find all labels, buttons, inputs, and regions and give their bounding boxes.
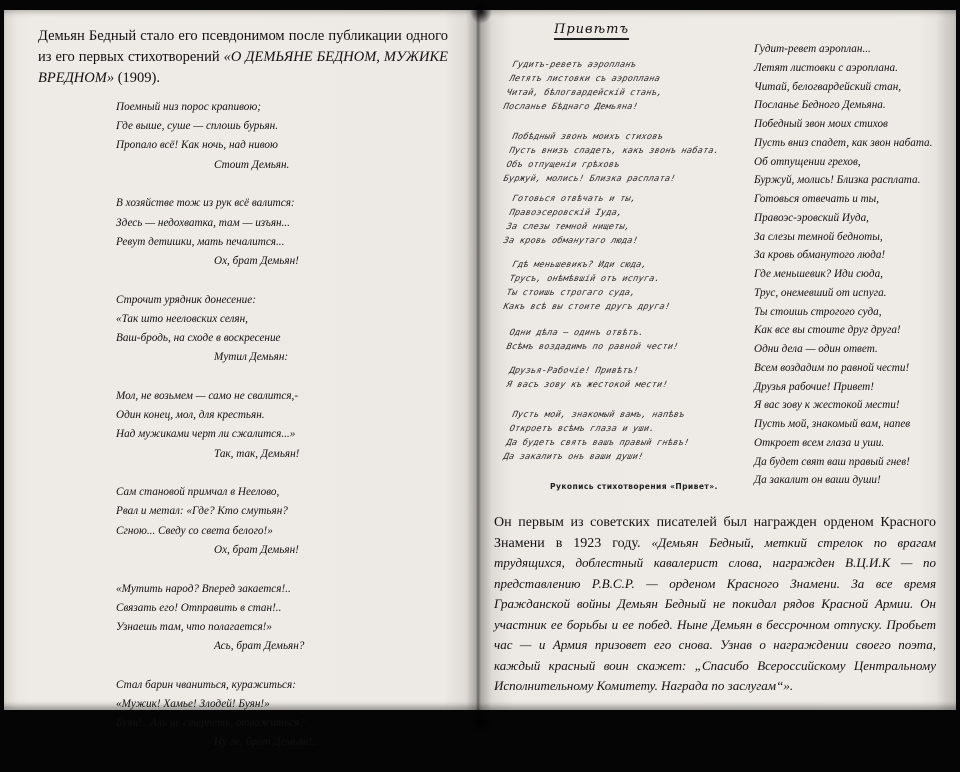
typed-poem-line: Читай, белогвардейский стан,: [754, 80, 902, 93]
manuscript-line: Буржуй, молись! Близка расплата!: [502, 174, 677, 184]
award-text: Он первым из советских писателей был награжден орденом Красного Знамени в 1923 году.: [494, 515, 936, 551]
poem-line: Ваш-бродь, на сходе в воскресение: [116, 332, 281, 345]
stanza: [116, 483, 346, 560]
poem-refrain: Ась, брат Демьян?: [214, 640, 305, 653]
poem-line: Узнаешь там, что полагается!»: [116, 620, 272, 633]
poem-line: Пропало всё! Как ночь, над нивою: [116, 139, 278, 152]
typed-poem-line: Посланье Бедного Демьяна.: [754, 99, 886, 112]
intro-paragraph: [38, 26, 448, 89]
manuscript-stanza: [502, 130, 723, 186]
typed-poem-line: За кровь обманутого люда!: [754, 249, 886, 262]
manuscript-image: [492, 14, 748, 504]
poem-line: «Мужик! Хамье! Злодей! Буян!»: [116, 698, 270, 711]
poem-line: Рвал и метал: «Где? Кто смутьян?: [116, 505, 288, 518]
manuscript-stanza: [505, 326, 683, 354]
typed-poem-line: Как все вы стоите друг друга!: [754, 324, 901, 337]
left-page: [4, 10, 478, 749]
award-quote: «Демьян Бедный, меткий стрелок по врагам трудящихся, доблестный кавалерист слова, награжден В.Ц.И.К — по представлению Р.В.С.Р. — орденом Красного Знамени. За все время Гражданской войны Демьян Бедный не покидал рядов Красной Армии. Он участник ее борьбы и ее побед. Ныне Демьян в бессрочном отпуску. Пробьет час — и Армия призовет его снова. Узнав о награждении своего поэта, каждый красный воин скажет: „Спасибо Всероссийскому Центральному Исполнительному Комитету. Награда по заслугам“».: [494, 534, 936, 693]
poem-privet-transcription: [754, 40, 954, 490]
typed-poem-line: Где меньшевик? Иди сюда,: [754, 268, 883, 280]
stanza: [116, 98, 346, 175]
manuscript-line: Одни дѣла — одинъ отвѣтъ.: [508, 328, 645, 338]
poem-refrain: Ох, брат Демьян!: [214, 254, 299, 267]
manuscript-line: За кровь обманутаго люда!: [502, 236, 639, 246]
right-page: [478, 10, 956, 710]
manuscript-line: Правоэсеровскій Іуда,: [508, 208, 624, 218]
manuscript-line: Посланье Бѣднаго Демьяна!: [502, 102, 639, 112]
spine-shadow-top: [470, 0, 492, 24]
manuscript-title: Привѣтъ: [554, 22, 629, 40]
poem-line: Где выше, суше — сплошь бурьян.: [116, 120, 278, 133]
manuscript-stanza: [505, 364, 672, 392]
stanza: [116, 580, 346, 657]
poem-line: В хозяйстве тож из рук всё валится:: [116, 197, 295, 210]
open-book: [4, 10, 956, 749]
manuscript-line: Да закалитъ онъ ваши души!: [502, 452, 645, 462]
poem-refrain: Ну ж, брат Демьян!..: [214, 736, 318, 749]
typed-poem-line: Трус, онемевший от испуга.: [754, 286, 887, 299]
poem-line: «Так што нееловских селян,: [116, 312, 248, 325]
poem-line: Ревут детишки, мать печалится...: [116, 235, 285, 248]
manuscript-line: Пусть внизъ спадетъ, какъ звонъ набата.: [508, 146, 721, 156]
stanza: [116, 387, 346, 464]
poem-refrain: Так, так, Демьян!: [214, 447, 300, 460]
typed-poem-line: Пусть мой, знакомый вам, напев: [754, 418, 911, 430]
poem-line: Поемный низ порос крапивою;: [116, 101, 261, 113]
manuscript-line: Всѣмъ воздадимъ по равной чести!: [505, 342, 680, 352]
manuscript-line: Пусть мой, знакомый вамъ, напѣвъ: [511, 410, 686, 420]
poem-line: «Мутить народ? Вперед закается!..: [116, 582, 291, 595]
typed-poem-line: Об отпущении грехов,: [754, 155, 861, 168]
poem-line: Стал барин чваниться, куражиться:: [116, 678, 296, 691]
manuscript-stanza: [502, 258, 680, 314]
manuscript-line: Друзья-Рабочіе! Привѣтъ!: [508, 366, 640, 376]
typed-poem-line: Гудит-ревет аэроплан...: [754, 43, 871, 55]
stanza: [116, 291, 346, 368]
manuscript-line: Объ отпущеніи грѣховъ: [505, 160, 621, 170]
typed-poem-line: Да будет свят ваш правый гнев!: [754, 455, 910, 468]
intro-text: Демьян Бедный стало его псевдонимом после публикации одного из его первых стихотворений: [38, 28, 448, 65]
manuscript-line: Я васъ зову къ жестокой мести!: [505, 380, 669, 390]
poem-refrain: Стоит Демьян.: [214, 158, 290, 171]
typed-poem-line: Да закалит он ваши души!: [754, 474, 881, 487]
typed-poem-line: Ты стоишь строгого суда,: [754, 305, 882, 318]
intro-year: (1909).: [114, 70, 160, 86]
award-paragraph: [494, 513, 936, 697]
poem-line: Связать его! Отправить в стан!..: [116, 601, 282, 614]
spine-shadow-bottom: [470, 710, 492, 734]
manuscript-line: Какъ всѣ вы стоите другъ друга!: [502, 302, 672, 312]
poem-refrain: Ох, брат Демьян!: [214, 543, 299, 556]
stanza: [116, 194, 346, 271]
manuscript-line: Летятъ листовки съ аэроплана: [508, 74, 662, 84]
typed-poem-line: Друзья рабочие! Привет!: [754, 380, 874, 393]
manuscript-line: Побѣдный звонъ моихъ стиховъ: [511, 132, 664, 142]
stanza: [116, 676, 346, 753]
manuscript-line: Читай, бѣлогвардейскій станъ,: [505, 88, 664, 98]
poem-line: Сгною... Сведу со света белого!»: [116, 524, 273, 537]
poem-title-quote: «О ДЕМЬЯНЕ БЕДНОМ, МУЖИКЕ ВРЕДНОМ»: [38, 49, 448, 86]
manuscript-line: Да будетъ святъ вашъ правый гнѣвъ!: [505, 438, 691, 448]
poem-line: Буян!.. Аль не стерпеть, отважиться?: [116, 717, 305, 730]
typed-poem-line: Пусть вниз спадет, как звон набата.: [754, 136, 933, 149]
typed-poem-line: Летят листовки с аэроплана.: [754, 61, 898, 74]
manuscript-line: Трусъ, онѣмѣвшій отъ испуга.: [508, 274, 662, 284]
manuscript-caption: Рукопись стихотворения «Привет».: [550, 482, 718, 491]
typed-poem-line: Победный звон моих стихов: [754, 118, 888, 130]
manuscript-stanza: [502, 192, 648, 248]
typed-poem-line: Одни дела — один ответ.: [754, 343, 878, 355]
manuscript-stanza: [502, 58, 670, 114]
typed-poem-line: Правоэс-эровский Иуда,: [754, 211, 869, 224]
manuscript-stanza: [502, 408, 697, 464]
poem-line: Строчит урядник донесение:: [116, 293, 256, 306]
poem-line: Один конец, мол, для крестьян.: [116, 409, 265, 422]
manuscript-line: Гудитъ-реветъ аэропланъ: [511, 60, 638, 70]
poem-o-demyane-bednom: [116, 98, 346, 772]
poem-line: Над мужиками черт ли сжалится...»: [116, 428, 296, 441]
manuscript-line: Откроетъ всѣмъ глаза и уши.: [508, 424, 656, 434]
poem-refrain: Мутил Демьян:: [214, 351, 289, 364]
typed-poem-line: За слезы темной бедноты,: [754, 230, 883, 243]
manuscript-line: За слезы темной нищеты,: [505, 222, 632, 232]
typed-poem-line: Всем воздадим по равной чести!: [754, 361, 910, 374]
typed-poem-line: Я вас зову к жестокой мести!: [754, 399, 900, 412]
poem-line: Мол, не возьмем — само не свалится,-: [116, 389, 299, 402]
poem-line: Сам становой примчал в Неелово,: [116, 486, 280, 499]
typed-poem-line: Откроет всем глаза и уши.: [754, 436, 885, 449]
poem-line: Здесь — недохватка, там — изъян...: [116, 216, 290, 229]
typed-poem-line: Готовься отвечать и ты,: [754, 193, 880, 205]
manuscript-line: Гдѣ меньшевикъ? Иди сюда,: [511, 260, 648, 270]
manuscript-line: Ты стоишь строгаго суда,: [505, 288, 637, 298]
typed-poem-line: Буржуй, молись! Близка расплата.: [754, 174, 921, 187]
manuscript-line: Готовься отвѣчать и ты,: [511, 194, 638, 204]
